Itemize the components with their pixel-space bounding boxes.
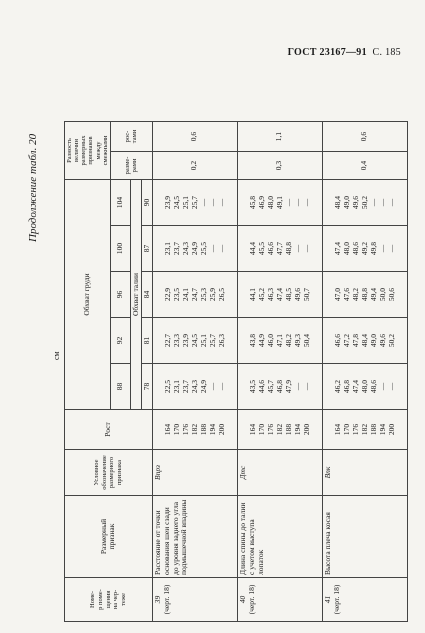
values-col-4: 44,4 45,5 46,6 47,7 48,8 — — — [237, 226, 322, 272]
page-number: С. 185 — [372, 47, 401, 58]
values-col-1: 43,5 44,6 45,7 46,8 47,9 — — — [237, 364, 322, 410]
values-col-1: 46,2 46,8 47,4 48,0 48,6 — — — [322, 364, 407, 410]
row-number: 41 (черт. 18) — [322, 578, 407, 622]
waist-81: 81 — [142, 317, 152, 363]
unit-label: см — [52, 351, 61, 360]
waist-subheader — [130, 180, 152, 410]
rost-values: 164 170 176 182 188 194 200 — [322, 410, 407, 450]
diff-sizes-value: 0,4 — [322, 152, 407, 180]
diff-sizes-header: разме- рами — [110, 152, 152, 180]
values-col-5: 23,9 24,5 25,1 25,7 — — — — [152, 180, 237, 226]
waist-90: 90 — [141, 198, 151, 207]
values-col-3: 47,0 47,6 48,2 48,8 49,4 50,0 50,6 — [322, 272, 407, 318]
diff-heights-value: 1,1 — [237, 122, 322, 152]
diff-heights-value: 0,6 — [152, 122, 237, 152]
diff-sizes-value: 0,2 — [152, 152, 237, 180]
values-col-4: 47,4 48,0 48,6 49,2 49,8 — — — [322, 226, 407, 272]
col-header-num: Номе- р поме- щения на чер- теже — [65, 578, 153, 622]
waist-78: 78 — [142, 363, 152, 409]
values-col-3: 44,1 45,2 46,3 47,4 48,5 49,6 50,7 — [237, 272, 322, 318]
values-col-5: 48,4 49,0 49,6 50,2 — — — — [322, 180, 407, 226]
chest-92: 92 — [110, 318, 130, 364]
diff-sizes-value: 0,3 — [237, 152, 322, 180]
row-number: 40 (черт. 18) — [237, 578, 322, 622]
waist-group-label: Обхват талии — [131, 180, 142, 409]
values-col-2: 46,6 47,2 47,8 48,4 49,0 49,6 50,2 — [322, 318, 407, 364]
rost-values: 164 170 176 182 188 194 200 — [152, 410, 237, 450]
diff-heights-value: 0,6 — [322, 122, 407, 152]
chest-88: 88 — [110, 364, 130, 410]
rotated-table-sheet — [27, 62, 397, 622]
row-number: 39 (черт. 18) — [152, 578, 237, 622]
col-header-rost: Рост — [65, 410, 153, 450]
measurements-table — [64, 121, 408, 622]
feature-symbol: Дтс — [237, 450, 322, 496]
col-header-chest-group: Обхват груди — [65, 180, 111, 410]
diff-heights-header: рос- тами — [110, 122, 152, 152]
feature-name: Длина спины до талии с учетом выступа лопаток — [237, 496, 322, 578]
values-col-3: 22,9 23,5 24,1 24,7 25,3 25,9 26,5 — [152, 272, 237, 318]
page-header — [288, 47, 401, 58]
feature-name: Высота плеча косая — [322, 496, 407, 578]
values-col-4: 23,1 23,7 24,3 24,9 25,5 — — — [152, 226, 237, 272]
feature-symbol: Впрз — [152, 450, 237, 496]
rost-values: 164 170 176 182 188 194 200 — [237, 410, 322, 450]
values-col-1: 22,5 23,1 23,7 24,3 24,9 — — — [152, 364, 237, 410]
table-row — [152, 122, 237, 622]
waist-84: 84 — [142, 271, 152, 317]
col-header-symbol: Условное обозначение размерного признака — [65, 450, 153, 496]
table-caption: Продолжение табл. 20 — [27, 133, 39, 242]
feature-name: Расстояние от точки основания шеи сзади до уровня заднего угла подмышечной впадины — [152, 496, 237, 578]
chest-100: 100 — [110, 226, 130, 272]
col-header-diff: Разность величин размерных признаков между смежными — [65, 122, 111, 180]
chest-104: 104 — [110, 180, 130, 226]
values-col-2: 22,7 23,3 23,9 24,5 25,1 25,7 26,3 — [152, 318, 237, 364]
feature-symbol: Впк — [322, 450, 407, 496]
values-col-2: 43,8 44,9 46,0 47,1 48,2 49,3 50,4 — [237, 318, 322, 364]
chest-96: 96 — [110, 272, 130, 318]
waist-87: 87 — [142, 225, 152, 271]
table-row — [237, 122, 322, 622]
col-header-feature: Размерный признак — [65, 496, 153, 578]
table-row — [322, 122, 407, 622]
values-col-5: 45,8 46,9 48,0 49,1 — — — — [237, 180, 322, 226]
standard-number: ГОСТ 23167—91 — [287, 47, 367, 58]
